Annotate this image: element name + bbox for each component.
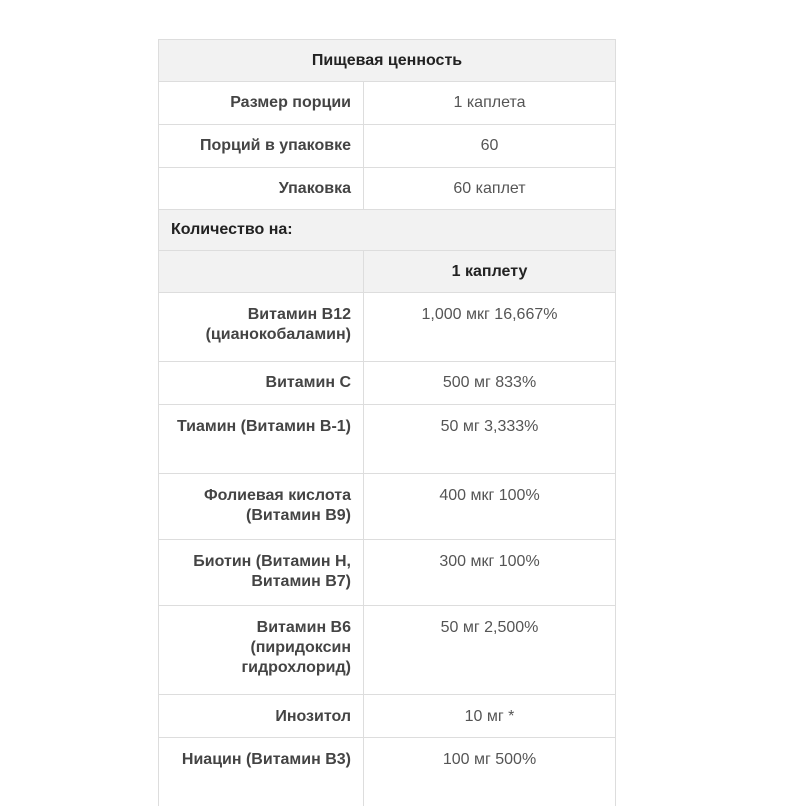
package-row — [159, 167, 615, 209]
servings-per-container-value: 60 — [480, 137, 499, 154]
nutrient-row — [159, 539, 615, 605]
table-title: Пищевая ценность — [159, 40, 615, 81]
amount-per-row — [159, 209, 615, 250]
nutrient-label: Витамин C — [159, 362, 364, 404]
serving-size-value: 1 каплета — [453, 94, 526, 111]
column-header-empty — [159, 251, 364, 292]
nutrient-row — [159, 737, 615, 806]
nutrient-value: 500 мг 833% — [442, 374, 537, 391]
nutrient-value: 100 мг 500% — [442, 751, 537, 768]
nutrient-value: 50 мг 2,500% — [440, 619, 539, 636]
nutrient-row — [159, 473, 615, 539]
nutrient-row — [159, 404, 615, 473]
package-label: Упаковка — [159, 168, 364, 209]
nutrient-row — [159, 292, 615, 361]
nutrient-value: 10 мг * — [464, 708, 515, 725]
servings-per-container-row — [159, 124, 615, 167]
nutrient-row — [159, 361, 615, 404]
nutrient-label: Биотин (Витамин H, Витамин B7) — [159, 540, 364, 605]
nutrient-value: 300 мкг 100% — [439, 553, 540, 570]
nutrient-label: Фолиевая кислота (Витамин B9) — [159, 474, 364, 539]
nutrient-row — [159, 694, 615, 737]
nutrient-value: 1,000 мкг 16,667% — [421, 306, 558, 323]
nutrient-value: 50 мг 3,333% — [440, 418, 539, 435]
amount-per-label: Количество на: — [159, 210, 615, 250]
column-header-row — [159, 250, 615, 292]
nutrient-value: 400 мкг 100% — [439, 487, 540, 504]
nutrient-label: Ниацин (Витамин B3) — [159, 738, 364, 806]
nutrient-label: Витамин B12 (цианокобаламин) — [159, 293, 364, 361]
servings-per-container-label: Порций в упаковке — [159, 125, 364, 167]
nutrient-label: Инозитол — [159, 695, 364, 737]
serving-size-label: Размер порции — [159, 82, 364, 124]
package-value: 60 каплет — [453, 180, 526, 197]
column-header-serving: 1 каплету — [364, 251, 615, 292]
nutrient-row — [159, 605, 615, 694]
table-title-row — [159, 39, 615, 81]
serving-size-row — [159, 81, 615, 124]
nutrition-facts-table — [158, 39, 616, 806]
nutrient-label: Тиамин (Витамин B-1) — [159, 405, 364, 473]
nutrient-label: Витамин B6 (пиридоксин гидрохлорид) — [159, 606, 364, 694]
